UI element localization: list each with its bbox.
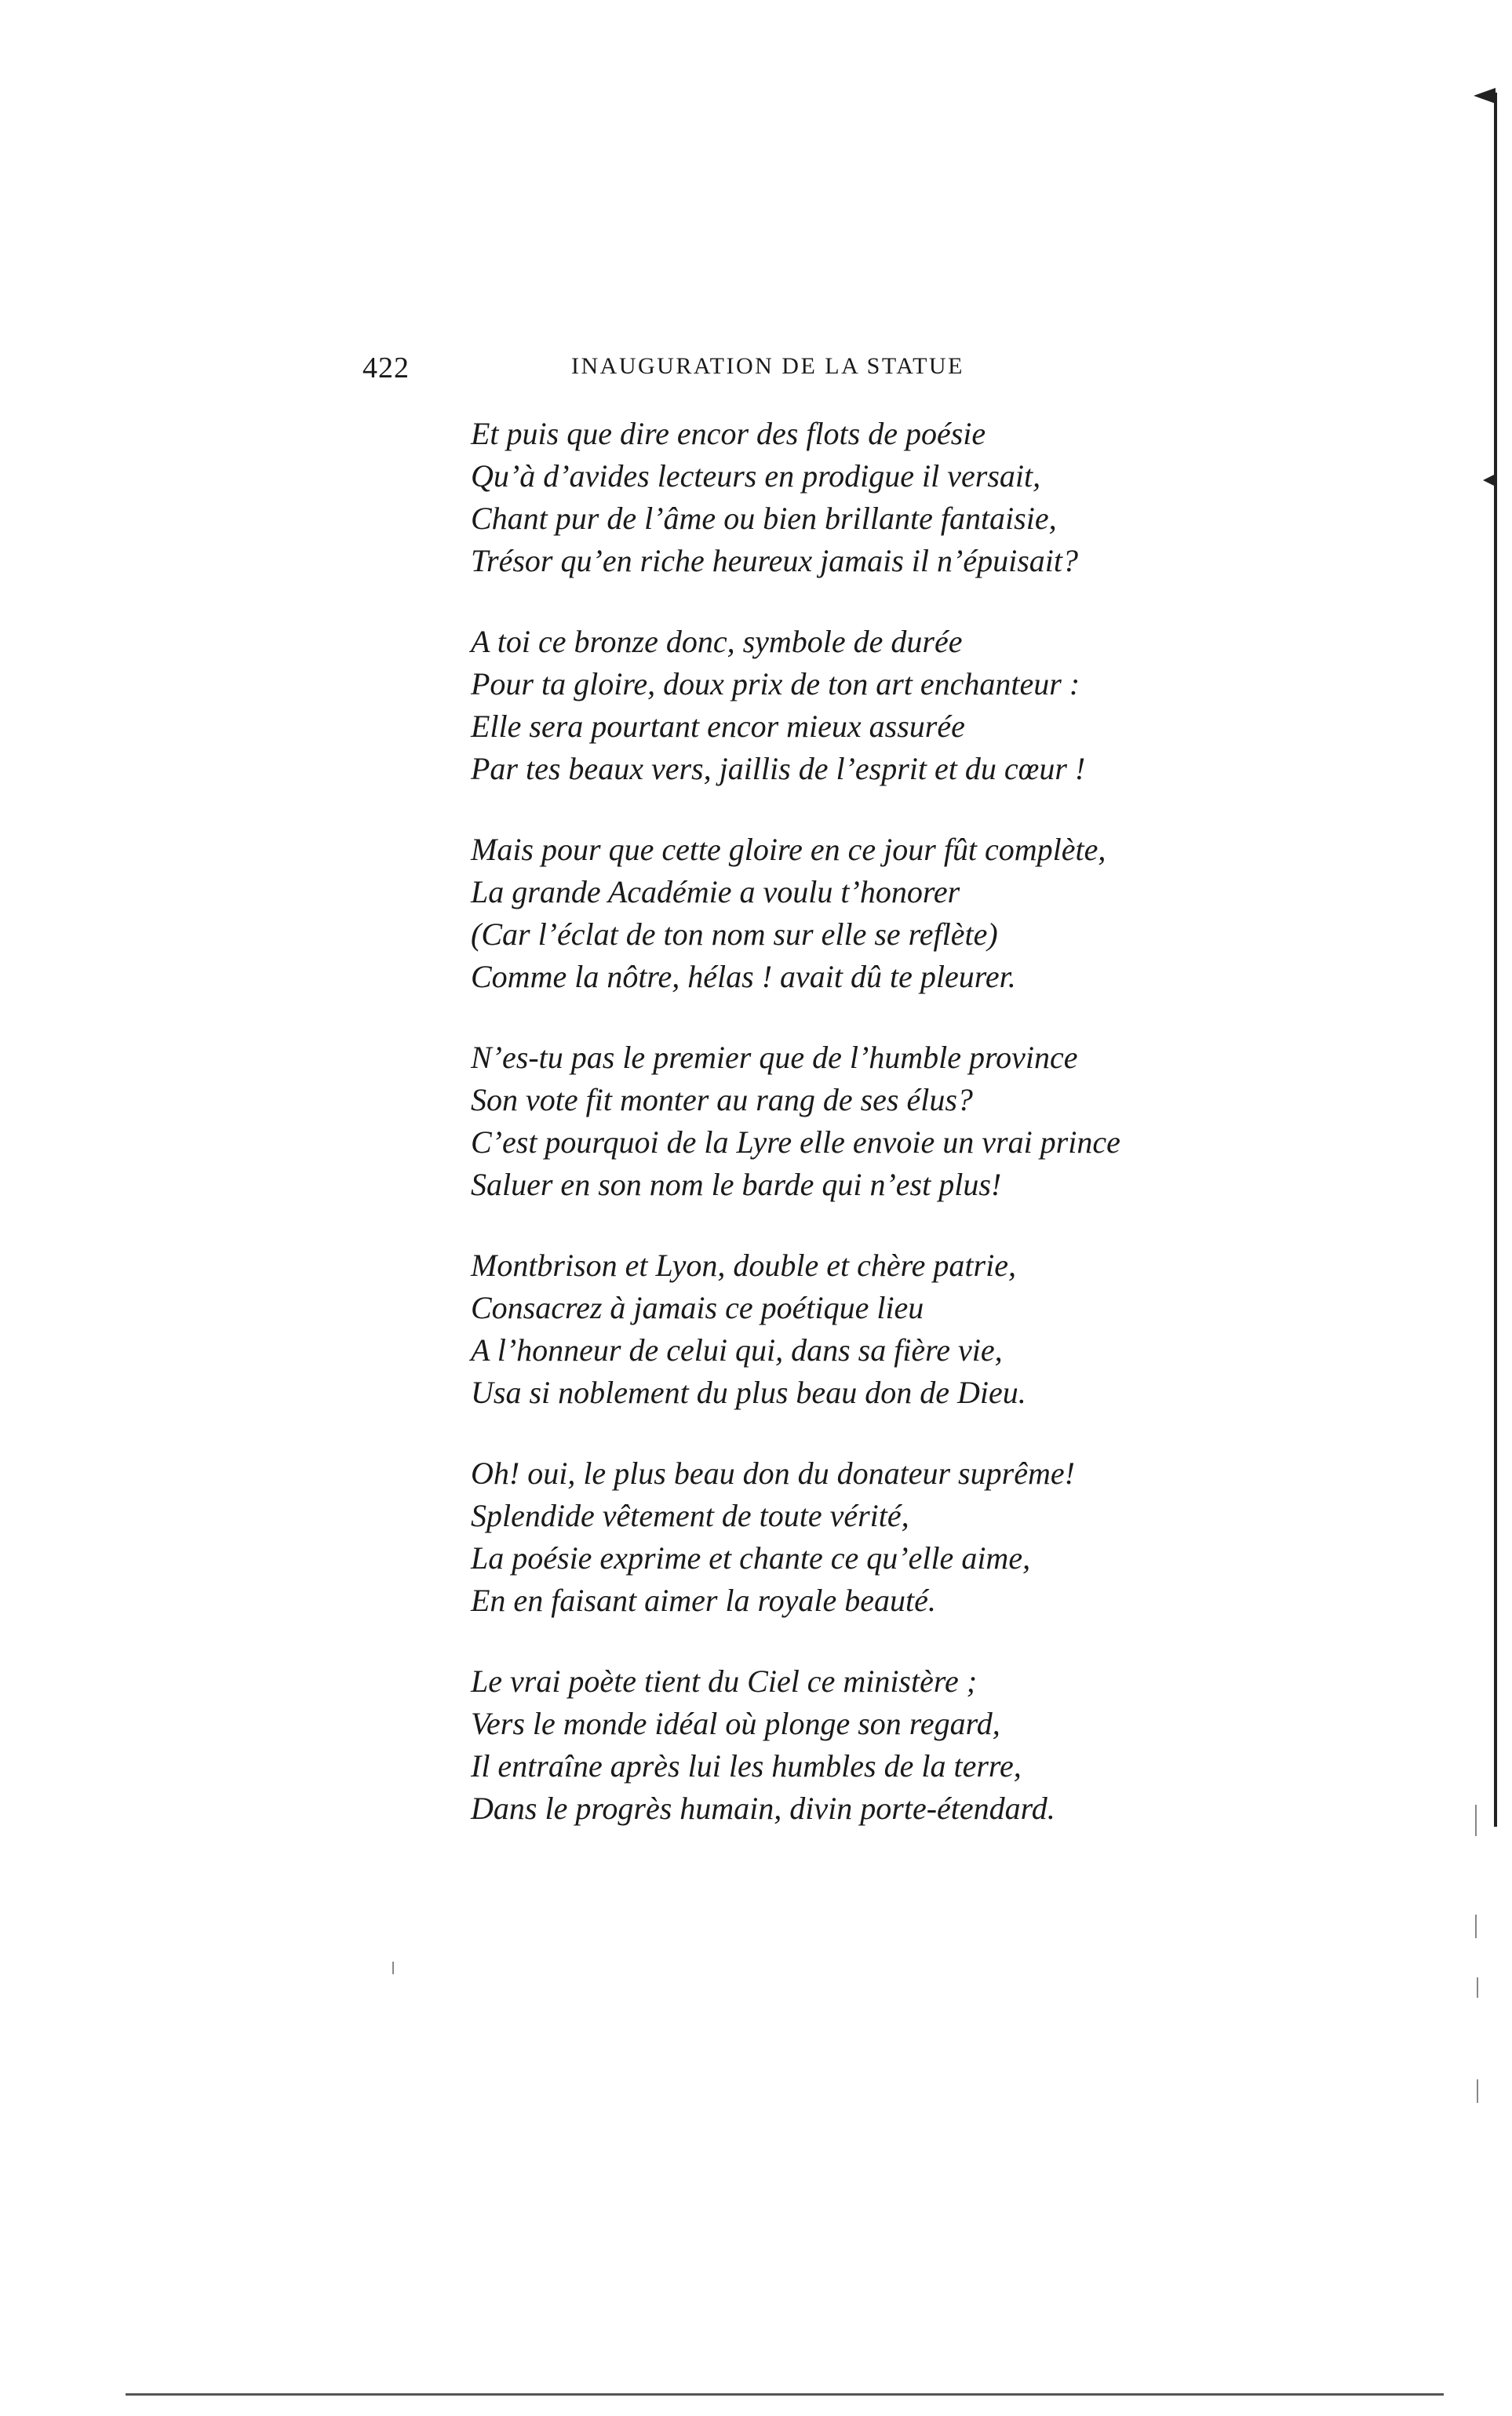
stanza-3 <box>471 829 1255 1037</box>
stanza-4 <box>471 1037 1255 1244</box>
poem-line: Son vote fit monter au rang de ses élus? <box>471 1082 973 1117</box>
stanza-1 <box>471 413 1255 621</box>
poem-line: (Car l’éclat de ton nom sur elle se reflète) <box>471 916 998 952</box>
poem-line: Splendide vêtement de toute vérité, <box>471 1498 909 1533</box>
binding-edge-line <box>1494 93 1497 1827</box>
page-bottom-edge <box>126 2393 1444 2396</box>
scan-speck <box>1475 1805 1477 1836</box>
poem-line: Par tes beaux vers, jaillis de l’esprit et du cœur ! <box>471 751 1086 786</box>
poem-line: Chant pur de l’âme ou bien brillante fantaisie, <box>471 501 1057 536</box>
stanza-6 <box>471 1452 1255 1660</box>
stanza-7 <box>471 1660 1255 1868</box>
scan-speck <box>1477 1977 1478 1998</box>
binding-edge-mark <box>1483 474 1496 486</box>
stanza-2 <box>471 621 1255 829</box>
poem-line: A toi ce bronze donc, symbole de durée <box>471 624 963 659</box>
poem <box>471 413 1255 1868</box>
poem-line: C’est pourquoi de la Lyre elle envoie un vrai prince <box>471 1124 1120 1160</box>
poem-line: Dans le progrès humain, divin porte-étendard. <box>471 1791 1055 1826</box>
scan-speck <box>1477 2079 1478 2103</box>
poem-line: Elle sera pourtant encor mieux assurée <box>471 709 965 744</box>
poem-line: Montbrison et Lyon, double et chère patrie, <box>471 1248 1016 1283</box>
poem-line: Comme la nôtre, hélas ! avait dû te pleurer. <box>471 959 1016 994</box>
poem-line: Trésor qu’en riche heureux jamais il n’épuisait? <box>471 543 1078 578</box>
poem-line: N’es-tu pas le premier que de l’humble province <box>471 1040 1078 1075</box>
poem-line: Pour ta gloire, doux prix de ton art enchanteur : <box>471 666 1080 701</box>
running-head: INAUGURATION DE LA STATUE <box>571 353 964 379</box>
poem-line: Mais pour que cette gloire en ce jour fût complète, <box>471 832 1106 867</box>
scan-speck <box>392 1962 394 1974</box>
poem-line: Oh! oui, le plus beau don du donateur suprême! <box>471 1456 1075 1491</box>
poem-line: Qu’à d’avides lecteurs en prodigue il versait, <box>471 458 1041 494</box>
poem-line: Et puis que dire encor des flots de poésie <box>471 416 986 451</box>
poem-line: En en faisant aimer la royale beauté. <box>471 1583 936 1618</box>
poem-line: Usa si noblement du plus beau don de Dieu. <box>471 1375 1026 1410</box>
poem-line: Consacrez à jamais ce poétique lieu <box>471 1290 924 1325</box>
poem-line: Le vrai poète tient du Ciel ce ministère ; <box>471 1664 978 1699</box>
scan-speck <box>1475 1915 1477 1938</box>
poem-line: Il entraîne après lui les humbles de la terre, <box>471 1748 1022 1784</box>
page-number: 422 <box>363 352 410 384</box>
poem-line: Saluer en son nom le barde qui n’est plus! <box>471 1167 1002 1202</box>
binding-edge-mark <box>1474 88 1496 104</box>
stanza-5 <box>471 1244 1255 1452</box>
poem-line: La poésie exprime et chante ce qu’elle aime, <box>471 1540 1031 1576</box>
poem-line: La grande Académie a voulu t’honorer <box>471 874 960 909</box>
poem-line: A l’honneur de celui qui, dans sa fière vie, <box>471 1332 1003 1368</box>
poem-line: Vers le monde idéal où plonge son regard, <box>471 1706 1000 1741</box>
